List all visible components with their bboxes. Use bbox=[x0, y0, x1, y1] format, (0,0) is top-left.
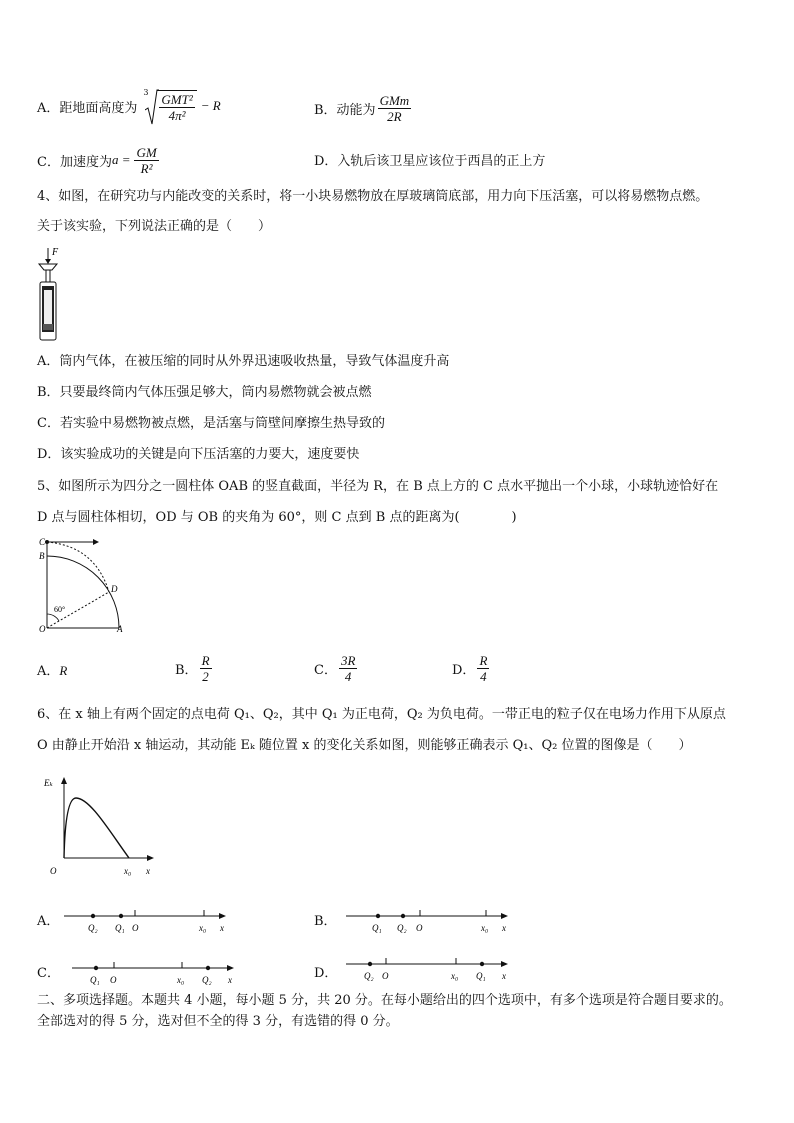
radical-sign-icon bbox=[145, 88, 159, 128]
q5-option-c-label: C． bbox=[314, 662, 337, 678]
q3-option-d: D．入轨后该卫星应该位于西昌的正上方 bbox=[314, 154, 546, 169]
q5-c-den: 4 bbox=[344, 668, 352, 684]
q3-option-a-label: A．距地面高度为 bbox=[37, 100, 138, 116]
q5-d-den: 4 bbox=[480, 668, 487, 684]
q3-a-num: GMT² bbox=[161, 91, 193, 107]
q5-option-a-value: R bbox=[59, 663, 68, 678]
q4-option-c: C．若实验中易燃物被点燃，是活塞与筒壁间摩擦生热导致的 bbox=[37, 416, 385, 431]
q6-graph-label-ek: Eₖ bbox=[44, 778, 53, 788]
q6-graph-label-o: O bbox=[50, 866, 57, 876]
q5-label-d: D bbox=[111, 584, 118, 594]
q3-option-b bbox=[314, 88, 413, 128]
q6-a-q2: Q₂ bbox=[88, 923, 98, 933]
q3-option-c bbox=[37, 140, 161, 180]
q6-d-q2: Q₂ bbox=[364, 971, 374, 981]
q5-quarter-cylinder-figure bbox=[35, 534, 135, 636]
q3-option-a bbox=[37, 86, 221, 126]
q3-option-c-label: C．加速度为 bbox=[37, 154, 112, 170]
q6-b-x: x bbox=[502, 923, 506, 933]
section2-header-line2: 全部选对的得 5 分，选对但不全的得 3 分，有选错的得 0 分。 bbox=[37, 1014, 399, 1029]
q4-stem-line2: 关于该实验，下列说法正确的是（ ） bbox=[37, 219, 272, 234]
q3-a-tail: − R bbox=[200, 98, 221, 113]
q5-option-a-label: A． bbox=[37, 664, 60, 679]
q6-a-q1: Q₁ bbox=[115, 923, 125, 933]
q3-option-b-label: B．动能为 bbox=[314, 102, 376, 118]
q4-option-d: D．该实验成功的关键是向下压活塞的力要大，速度要快 bbox=[37, 447, 360, 462]
q5-b-den: 2 bbox=[202, 668, 209, 684]
q4-option-a: A．筒内气体，在被压缩的同时从外界迅速吸收热量，导致气体温度升高 bbox=[37, 354, 450, 369]
cube-root bbox=[143, 87, 196, 123]
q6-d-q1: Q₁ bbox=[476, 971, 486, 981]
q6-c-x0: x₀ bbox=[177, 975, 185, 985]
q4-option-b: B．只要最终筒内气体压强足够大，筒内易燃物就会被点燃 bbox=[37, 385, 372, 400]
q5-b-num: R bbox=[201, 652, 210, 668]
q5-option-a bbox=[37, 660, 67, 679]
q6-option-b-line bbox=[344, 906, 514, 936]
q6-c-q2: Q₂ bbox=[202, 975, 212, 985]
q6-stem-line1: 6、在 x 轴上有两个固定的点电荷 Q₁、Q₂，其中 Q₁ 为正电荷，Q₂ 为负电荷。一带正电的粒子仅在电场力作用下从原点 bbox=[37, 707, 726, 722]
q6-option-b-label: B． bbox=[314, 914, 337, 929]
q6-option-c-label: C． bbox=[37, 966, 60, 981]
q6-c-x: x bbox=[228, 975, 232, 985]
q5-label-a: A bbox=[117, 624, 123, 634]
q6-option-c-line bbox=[70, 958, 240, 988]
q6-b-x0: x₀ bbox=[481, 923, 489, 933]
q5-label-c: C bbox=[39, 537, 46, 547]
q6-option-d-line bbox=[344, 954, 514, 984]
q6-stem-line2: O 由静止开始沿 x 轴运动，其动能 Eₖ 随位置 x 的变化关系如图，则能够正确表示 Q₁、Q₂ 位置的图像是（ ） bbox=[37, 738, 692, 753]
q6-c-q1: Q₁ bbox=[90, 975, 100, 985]
q5-option-d-label: D． bbox=[452, 662, 476, 678]
q4-stem-line1: 4、如图，在研究功与内能改变的关系时，将一小块易燃物放在厚玻璃筒底部，用力向下压活塞，可以将易燃物点燃。 bbox=[37, 189, 709, 204]
q6-b-q2: Q₂ bbox=[397, 923, 407, 933]
q6-graph-label-x0: x₀ bbox=[124, 866, 132, 876]
q6-c-o: O bbox=[110, 975, 117, 985]
q3-c-var: a = bbox=[111, 152, 131, 167]
q3-a-den: 4π² bbox=[168, 107, 186, 123]
section2-header-line1: 二、多项选择题。本题共 4 小题，每小题 5 分，共 20 分。在每小题给出的四个选项中，有多个选项是符合题目要求的。 bbox=[37, 993, 732, 1008]
q5-label-o: O bbox=[39, 624, 46, 634]
q5-stem-line1: 5、如图所示为四分之一圆柱体 OAB 的竖直截面，半径为 R，在 B 点上方的 C 点水平抛出一个小球，小球轨迹恰好在 bbox=[37, 479, 719, 494]
q6-b-o: O bbox=[416, 923, 423, 933]
q6-graph-label-x: x bbox=[146, 866, 150, 876]
q3-b-num: GMm bbox=[379, 92, 410, 108]
q6-b-q1: Q₁ bbox=[372, 923, 382, 933]
q5-d-num: R bbox=[479, 652, 488, 668]
q6-d-x0: x₀ bbox=[451, 971, 459, 981]
q5-stem-line2: D 点与圆柱体相切，OD 与 OB 的夹角为 60°，则 C 点到 B 点的距离为( ) bbox=[37, 510, 517, 525]
q3-c-num: GM bbox=[136, 144, 157, 160]
q6-a-x: x bbox=[220, 923, 224, 933]
q4-piston-figure bbox=[30, 244, 70, 344]
q6-d-x: x bbox=[502, 971, 506, 981]
q5-option-b-label: B． bbox=[175, 662, 198, 678]
q5-option-b bbox=[175, 648, 214, 688]
q4-figure-label-f: F bbox=[52, 247, 59, 258]
q6-a-x0: x₀ bbox=[199, 923, 207, 933]
q3-b-den: 2R bbox=[387, 108, 402, 124]
q3-c-den: R² bbox=[140, 160, 153, 176]
q6-option-a-line bbox=[62, 906, 232, 936]
q6-a-o: O bbox=[132, 923, 139, 933]
q5-option-d bbox=[452, 648, 491, 688]
q5-label-b: B bbox=[39, 551, 45, 561]
q5-c-num: 3R bbox=[340, 652, 356, 668]
q6-ek-x-graph bbox=[40, 772, 160, 880]
q6-option-a-label: A． bbox=[37, 914, 60, 929]
q6-d-o: O bbox=[382, 971, 389, 981]
q5-option-c bbox=[314, 648, 359, 688]
q5-label-angle: 60° bbox=[54, 605, 66, 614]
q6-option-d-label: D． bbox=[314, 966, 338, 981]
root-index: 3 bbox=[143, 87, 149, 97]
